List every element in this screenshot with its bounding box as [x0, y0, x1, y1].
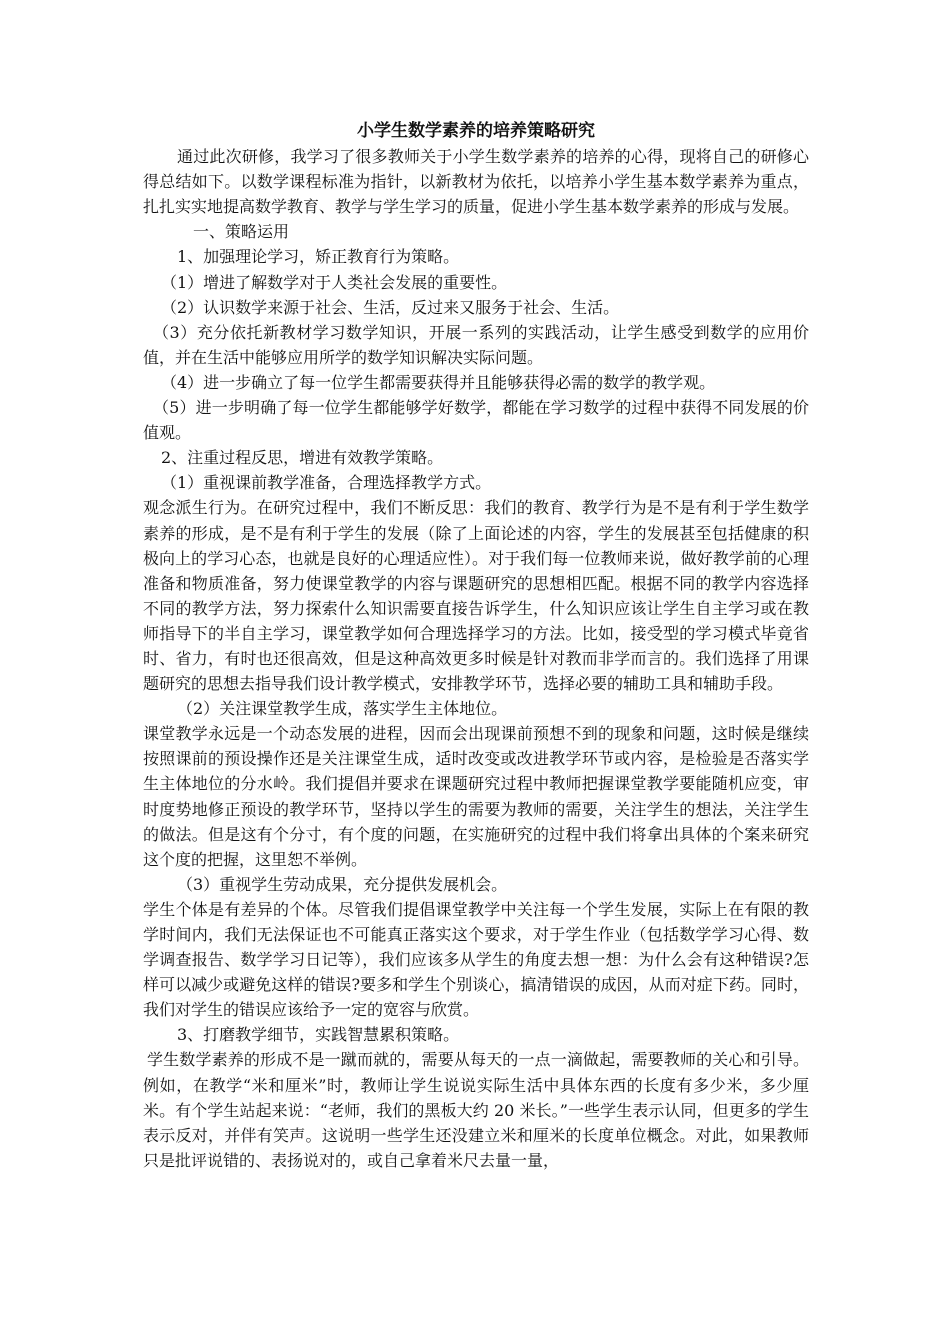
paragraph: 课堂教学永远是一个动态发展的进程，因而会出现课前预想不到的现象和问题，这时候是继续按照课前的预设操作还是关注课堂生成，适时改变或改进教学环节或内容，是检验是否落实学生主体地位的分水岭。我们提倡并要求在课题研究过程中教师把握课堂教学要能随机应变，审时度势地修正预设的教学环节，坚持以学生的需要为教师的需要，关注学生的想法，关注学生的做法。但是这有个分寸，有个度的问题，在实施研究的过程中我们将拿出具体的个案来研究这个度的把握，这里恕不举例。	[143, 724, 809, 869]
paragraph: 2、注重过程反思，增进有效教学策略。	[161, 448, 444, 468]
paragraph: （3）重视学生劳动成果，充分提供发展机会。	[177, 874, 508, 894]
paragraph: 1、加强理论学习，矫正教育行为策略。	[177, 247, 460, 267]
paragraph: （3）充分依托新教材学习数学知识，开展一系列的实践活动，让学生感受到数学的应用价值，并在生活中能够应用所学的数学知识解决实际问题。	[143, 322, 809, 367]
paragraph: （1）重视课前教学准备，合理选择教学方式。	[161, 473, 492, 493]
paragraph: 观念派生行为。在研究过程中，我们不断反思：我们的教育、教学行为是不是有利于学生数学素养的形成，是不是有利于学生的发展（除了上面论述的内容，学生的发展甚至包括健康的积极向上的学习心态，也就是良好的心理适应性）。对于我们每一位教师来说，做好教学前的心理准备和物质准备，努力使课堂教学的内容与课题研究的思想相匹配。根据不同的教学内容选择不同的教学方法，努力探索什么知识需要直接告诉学生，什么知识应该让学生自主学习或在教师指导下的半自主学习，课堂教学如何合理选择学习的方法。比如，接受型的学习模式毕竟省时、省力，有时也还很高效，但是这种高效更多时候是针对教而非学而言的。我们选择了用课题研究的思想去指导我们设计教学模式，安排教学环节，选择必要的辅助工具和辅助手段。	[143, 498, 809, 694]
document-title: 小学生数学素养的培养策略研究	[357, 121, 595, 141]
paragraph: 一、策略运用	[193, 222, 290, 242]
paragraph: （4）进一步确立了每一位学生都需要获得并且能够获得必需的数学的教学观。	[161, 372, 716, 392]
paragraph: （2）关注课堂教学生成，落实学生主体地位。	[177, 699, 508, 719]
document-body	[143, 119, 809, 1173]
paragraph: （1）增进了解数学对于人类社会发展的重要性。	[161, 272, 508, 292]
paragraph: 3、打磨教学细节，实践智慧累积策略。	[177, 1025, 460, 1045]
paragraph: （5）进一步明确了每一位学生都能够学好数学，都能在学习数学的过程中获得不同发展的价值观。	[143, 398, 809, 443]
paragraph: 通过此次研修，我学习了很多教师关于小学生数学素养的培养的心得，现将自己的研修心得总结如下。以数学课程标准为指针，以新教材为依托，以培养小学生基本数学素养为重点，扎扎实实地提高数学教育、教学与学生学习的质量，促进小学生基本数学素养的形成与发展。	[143, 147, 809, 217]
paragraph: 学生个体是有差异的个体。尽管我们提倡课堂教学中关注每一个学生发展，实际上在有限的教学时间内，我们无法保证也不可能真正落实这个要求，对于学生作业（包括数学学习心得、数学调查报告、数学学习日记等），我们应该多从学生的角度去想一想：为什么会有这种错误?怎样可以减少或避免这样的错误?要多和学生个别谈心，搞清错误的成因，从而对症下药。同时，我们对学生的错误应该给予一定的宽容与欣赏。	[143, 899, 809, 1020]
paragraph: 学生数学素养的形成不是一蹴而就的，需要从每天的一点一滴做起，需要教师的关心和引导。例如，在教学“米和厘米”时，教师让学生说说实际生活中具体东西的长度有多少米，多少厘米。有个学生站起来说：“老师，我们的黑板大约 20 米长。”一些学生表示认同，但更多的学生表示反对，并伴有笑声。这说明一些学生还没建立米和厘米的长度单位概念。对此，如果教师只是批评说错的、表扬说对的，或自己拿着米尺去量一量，	[143, 1050, 809, 1170]
paragraph: （2）认识数学来源于社会、生活，反过来又服务于社会、生活。	[161, 297, 620, 317]
paragraph-list	[143, 144, 809, 1173]
